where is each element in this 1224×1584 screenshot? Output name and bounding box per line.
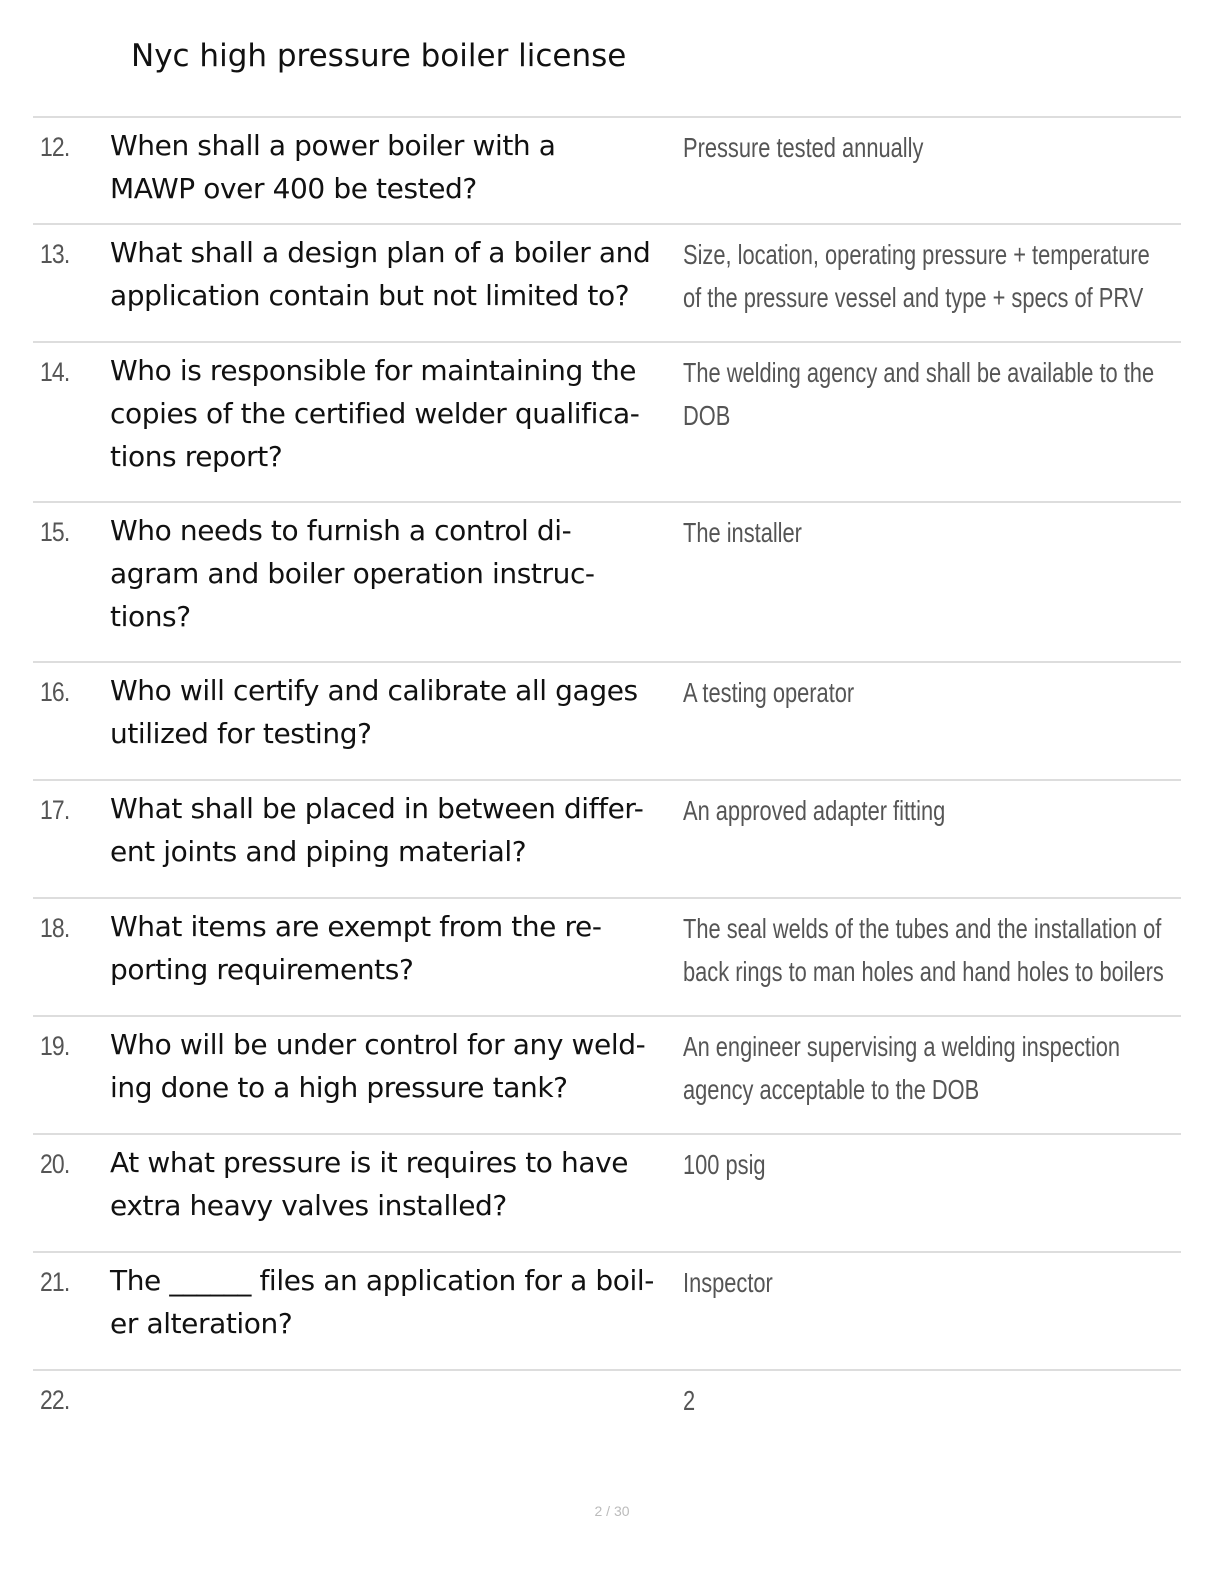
row-number: 21. [40,1267,70,1297]
flashcard-row-17 [33,781,1181,899]
question-text: Who will be under control for any weld- ing done to a high pressure tank? [110,1028,646,1104]
question-text: At what pressure is it requires to have extra heavy valves installed? [110,1146,629,1222]
answer-text: 100 psig [683,1149,766,1180]
row-number: 12. [40,132,70,162]
question-text: Who needs to furnish a control di- agram and boiler operation instruc- tions? [110,514,595,633]
answer-text: The installer [683,517,802,548]
row-number: 22. [40,1385,70,1415]
row-number: 13. [40,239,70,269]
answer-text: The welding agency and shall be available to the DOB [683,357,1155,431]
flashcard-row-15 [33,503,1181,663]
answer-text: Inspector [683,1267,773,1298]
row-number: 18. [40,913,70,943]
document-title: Nyc high pressure boiler license [131,38,627,74]
answer-text: The seal welds of the tubes and the installation of back rings to man holes and hand holes to boilers [683,913,1164,987]
question-text: The ______ files an application for a boil- er alteration? [110,1264,654,1340]
flashcard-row-20 [33,1135,1181,1253]
page-number: 2 / 30 [594,1503,630,1519]
question-text: What items are exempt from the re- porting requirements? [110,910,602,986]
flashcard-row-12 [33,118,1181,225]
row-number: 15. [40,517,70,547]
row-number: 16. [40,677,70,707]
answer-text: 2 [683,1385,696,1416]
flashcard-row-19 [33,1017,1181,1135]
answer-text: An approved adapter fitting [683,795,946,826]
answer-text: Pressure tested annually [683,132,924,163]
question-text: What shall a design plan of a boiler and application contain but not limited to? [110,236,651,312]
flashcard-row-21 [33,1253,1181,1371]
row-number: 17. [40,795,70,825]
flashcard-row-18 [33,899,1181,1017]
question-text: Who is responsible for maintaining the copies of the certified welder qualifica- tions report? [110,354,640,473]
answer-text: Size, location, operating pressure + temperature of the pressure vessel and type + specs of PRV [683,239,1150,313]
row-number: 14. [40,357,70,387]
question-text: What shall be placed in between differ- ent joints and piping material? [110,792,644,868]
answer-text: A testing operator [683,677,855,708]
question-text: When shall a power boiler with a MAWP over 400 be tested? [110,129,556,205]
flashcard-row-22 [33,1371,1181,1441]
flashcard-row-13 [33,225,1181,343]
row-number: 19. [40,1031,70,1061]
row-number: 20. [40,1149,70,1179]
answer-text: An engineer supervising a welding inspection agency acceptable to the DOB [683,1031,1121,1105]
flashcard-row-14 [33,343,1181,503]
flashcard-row-16 [33,663,1181,781]
flashcard-list [33,116,1181,1441]
question-text: Who will certify and calibrate all gages utilized for testing? [110,674,638,750]
